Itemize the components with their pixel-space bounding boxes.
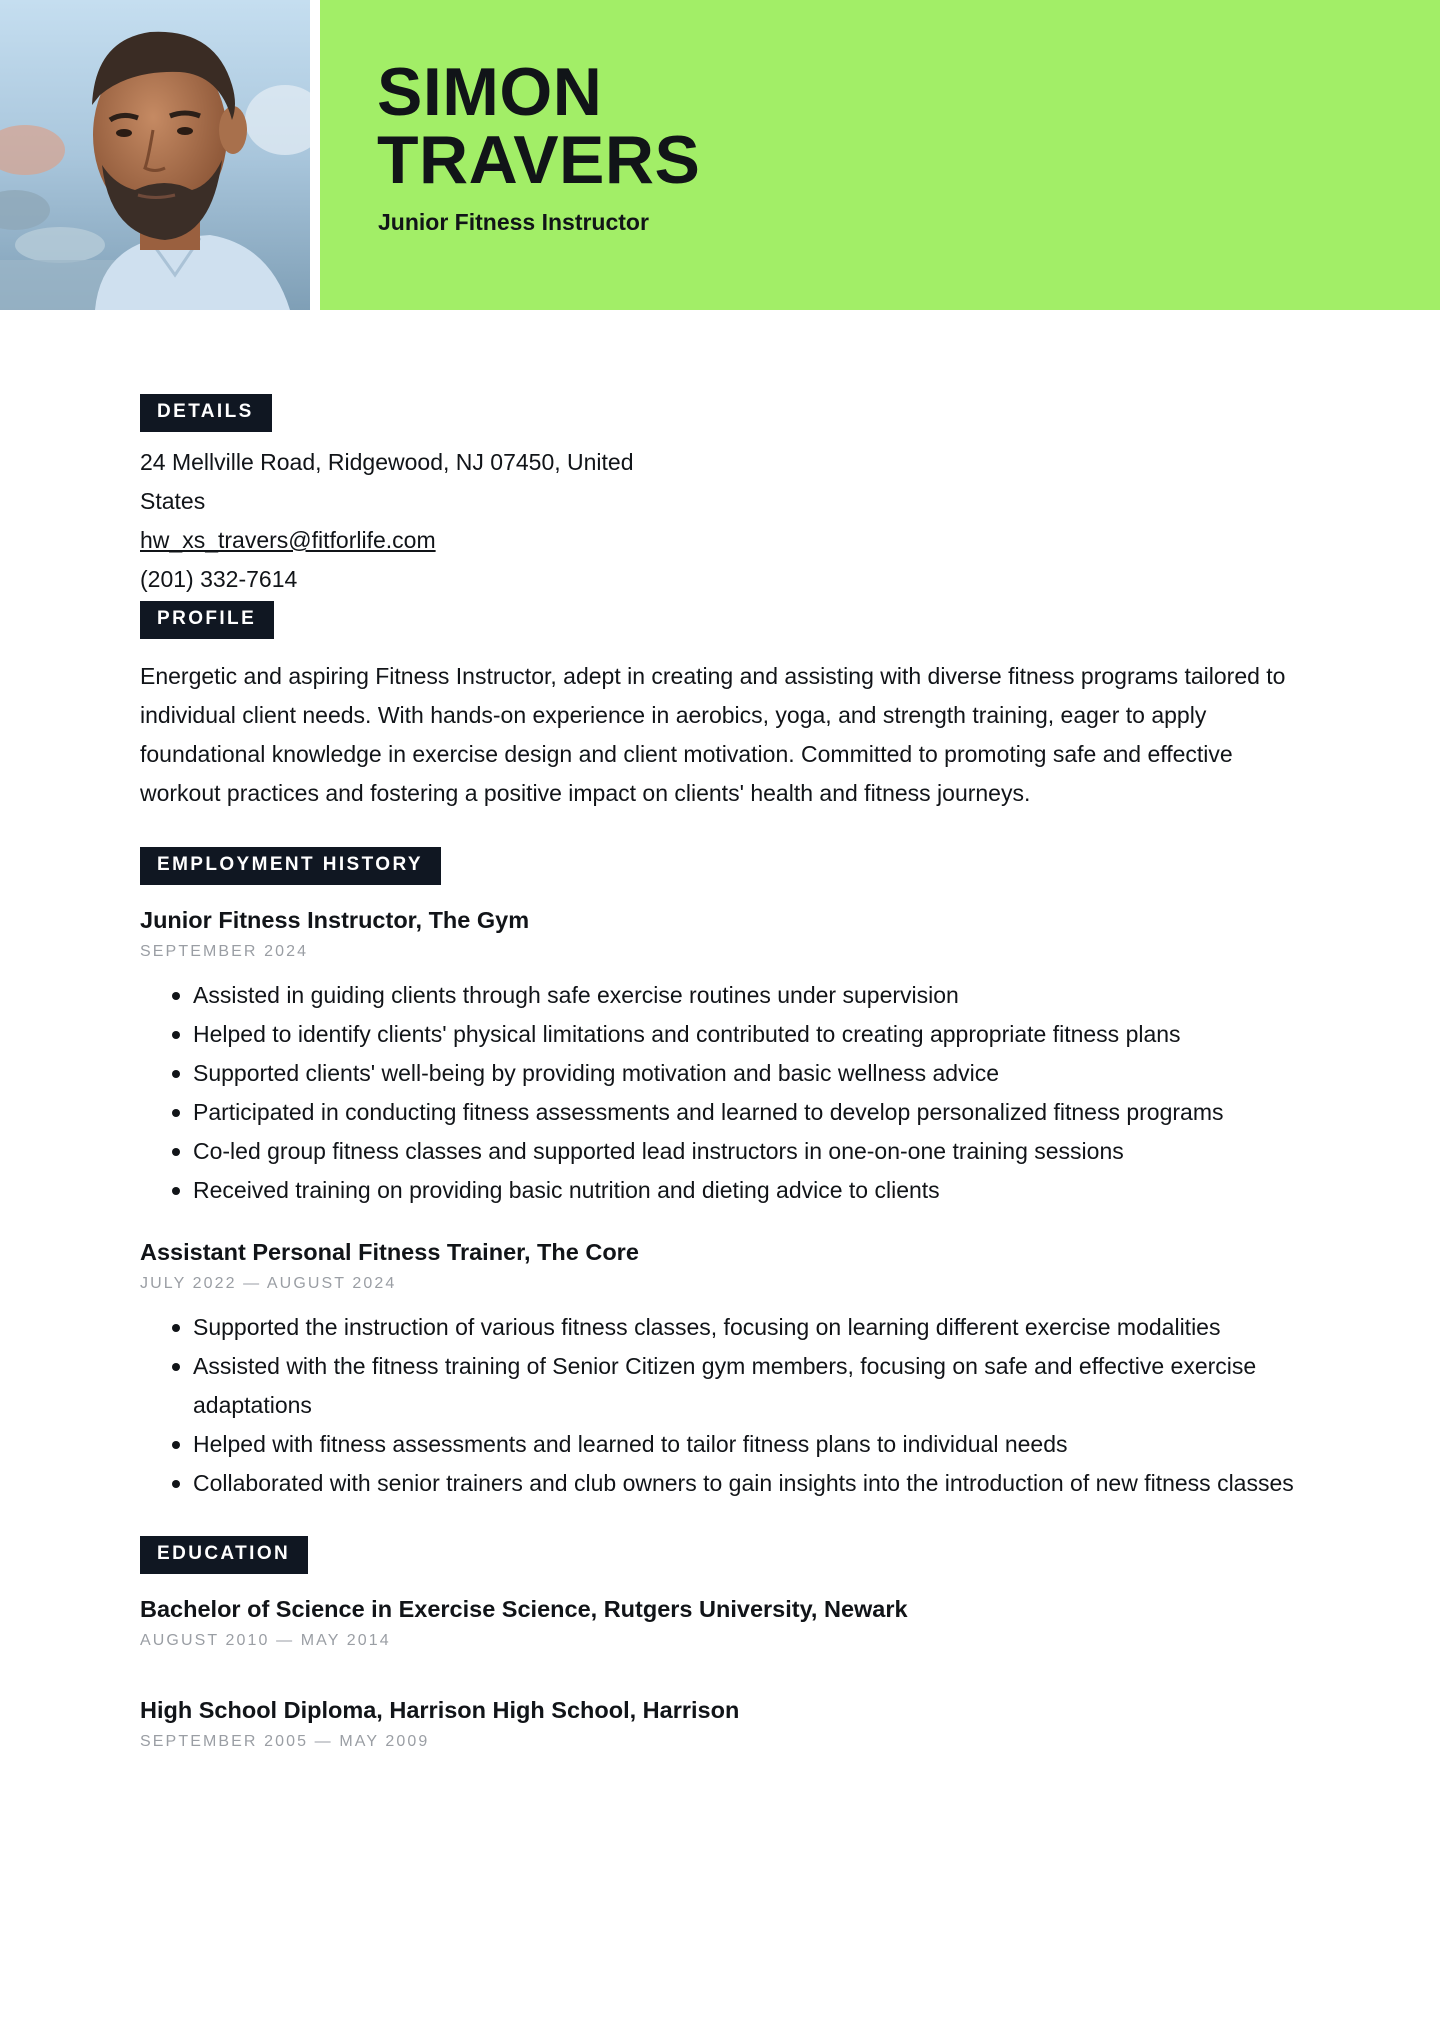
phone: (201) 332-7614	[140, 566, 298, 592]
profile-summary: Energetic and aspiring Fitness Instructor, adept in creating and assisting with diverse fitness programs tailored to individual client needs. With hands-on experience in aerobics, yoga, and strength training, eager to apply foundational knowledge in exercise design and client motivation. Committed to promoting safe and effective workout practices and fostering a positive impact on clients' health and fitness journeys.	[140, 663, 1286, 806]
list-item: Participated in conducting fitness assessments and learned to develop personalized fitness programs	[140, 1093, 1300, 1132]
address	[140, 443, 1300, 521]
job-bullets	[140, 1308, 1300, 1503]
education-section	[140, 1536, 1300, 1752]
education-date: AUGUST 2010 — MAY 2014	[140, 1632, 391, 1649]
resume-content	[140, 394, 1300, 1752]
list-item: Helped with fitness assessments and learned to tailor fitness plans to individual needs	[140, 1425, 1300, 1464]
header-banner	[320, 0, 1440, 310]
first-name: SIMON	[377, 54, 603, 130]
job-title: Junior Fitness Instructor	[378, 209, 649, 235]
address-line-1: 24 Mellville Road, Ridgewood, NJ 07450, United	[140, 449, 634, 475]
job-title-company: Assistant Personal Fitness Trainer, The Core	[140, 1239, 639, 1265]
profile-heading: PROFILE	[140, 601, 274, 639]
education-date: SEPTEMBER 2005 — MAY 2009	[140, 1733, 430, 1750]
employment-section	[140, 847, 1300, 1503]
degree-school: High School Diploma, Harrison High School, Harrison	[140, 1697, 740, 1723]
job-date: SEPTEMBER 2024	[140, 943, 309, 960]
job-date: JULY 2022 — AUGUST 2024	[140, 1275, 397, 1292]
last-name: TRAVERS	[377, 122, 701, 198]
profile-section	[140, 601, 1300, 813]
list-item: Assisted in guiding clients through safe exercise routines under supervision	[140, 976, 1300, 1015]
job-title-company: Junior Fitness Instructor, The Gym	[140, 907, 530, 933]
employment-heading: EMPLOYMENT HISTORY	[140, 847, 441, 885]
details-section	[140, 394, 1300, 599]
education-entry	[140, 1695, 1300, 1752]
job-bullets	[140, 976, 1300, 1210]
job-entry	[140, 905, 1300, 1210]
candidate-name	[377, 54, 701, 198]
list-item: Supported the instruction of various fitness classes, focusing on learning different exercise modalities	[140, 1308, 1300, 1347]
address-line-2: States	[140, 488, 206, 514]
profile-photo	[0, 0, 310, 310]
list-item: Helped to identify clients' physical limitations and contributed to creating appropriate fitness plans	[140, 1015, 1300, 1054]
degree-school: Bachelor of Science in Exercise Science, Rutgers University, Newark	[140, 1596, 908, 1622]
list-item: Co-led group fitness classes and supported lead instructors in one-on-one training sessions	[140, 1132, 1300, 1171]
job-entry	[140, 1237, 1300, 1503]
list-item: Collaborated with senior trainers and club owners to gain insights into the introduction of new fitness classes	[140, 1464, 1300, 1503]
list-item: Supported clients' well-being by providing motivation and basic wellness advice	[140, 1054, 1300, 1093]
details-heading: DETAILS	[140, 394, 272, 432]
email-link[interactable]: hw_xs_travers@fitforlife.com	[140, 527, 436, 553]
email-row	[140, 521, 1300, 560]
list-item: Received training on providing basic nutrition and dieting advice to clients	[140, 1171, 1300, 1210]
education-entry	[140, 1594, 1300, 1651]
list-item: Assisted with the fitness training of Senior Citizen gym members, focusing on safe and effective exercise adaptations	[140, 1347, 1300, 1425]
education-heading: EDUCATION	[140, 1536, 308, 1574]
